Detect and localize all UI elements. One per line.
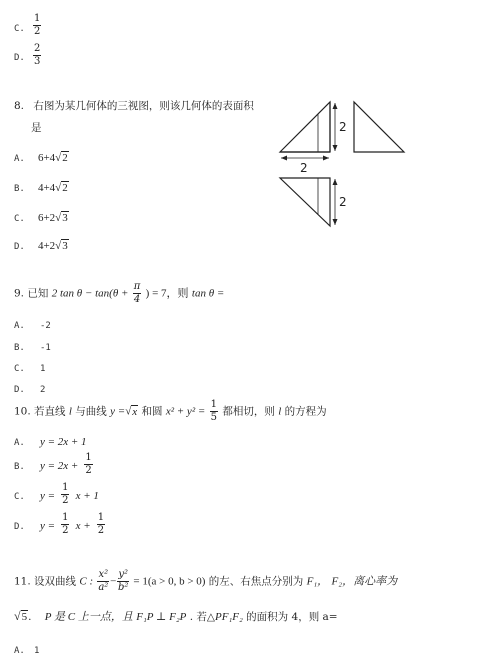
q9-option-c: C. 1 (14, 364, 46, 374)
q8-option-c: C. 6+2√3 (14, 212, 68, 224)
q8-option-a-label: A. (14, 154, 25, 164)
q8-option-d: D. 4+2√3 (14, 240, 68, 252)
q10-number: 10. (14, 405, 31, 418)
q9-expr-a: 2 tan θ − tan(θ + (51, 287, 129, 300)
q9-stem (14, 282, 224, 305)
q8-stem-line1 (14, 98, 254, 113)
dimension-arrow-vertical-lower (333, 179, 338, 225)
q11-option-a: A. 1 (14, 646, 40, 656)
q8-option-b-radicand: 2 (62, 182, 68, 194)
q11-stem-line2: √5. P 是 C 上一点，且 F₁P ⊥ F₂P . 若△PF₁F₂ 的面积为 4，则 a= (14, 609, 338, 623)
q8-option-a-radicand: 2 (62, 152, 68, 164)
q9-number: 9. (14, 287, 25, 300)
dimension-arrow-horizontal (281, 156, 329, 161)
front-view-triangle (280, 102, 330, 152)
q11-number: 11. (14, 575, 31, 588)
q10-option-d: D. y = $\frac{1}{2}$ x + $\frac{1}{2}$ (14, 512, 105, 536)
q7-option-d-label: D. (14, 53, 25, 63)
q10-radius-fraction: $\frac{1}{5}$ (210, 399, 218, 423)
side-view-triangle (354, 102, 404, 152)
q9-option-d: D. 2 (14, 385, 46, 395)
q9-expr-c: tan θ = (191, 287, 225, 300)
dimension-arrow-vertical-top (333, 103, 338, 151)
q7-option-c-fraction: $\frac{1}{2}$ (34, 13, 41, 37)
q8-option-b: B. 4+4√2 (14, 182, 68, 194)
q8-three-view-figure (276, 100, 476, 230)
q9-option-b: B. -1 (14, 343, 51, 353)
q7-option-d-fraction: $\frac{2}{3}$ (34, 43, 41, 67)
q8-option-a-lead: 6+4 (37, 152, 56, 164)
q8-text-line1: 右图为某几何体的三视图，则该几何体的表面积 (33, 100, 254, 112)
dim-label-lower: 2 (339, 195, 347, 209)
q8-option-c-radicand: 3 (62, 212, 68, 224)
q9-expr-b: ) = 7，则 (145, 287, 189, 300)
q10-option-b: B. y = 2x + $\frac{1}{2}$ (14, 452, 92, 476)
top-view-triangle (280, 178, 330, 226)
q9-option-a: A. -2 (14, 321, 51, 331)
q8-option-d-label: D. (14, 242, 25, 252)
q8-option-b-lead: 4+4 (37, 182, 56, 194)
q8-option-d-lead: 4+2 (37, 240, 56, 252)
q8-option-d-radicand: 3 (62, 240, 68, 252)
dim-label-bottom: 2 (300, 161, 308, 175)
q10-option-c: C. y = $\frac{1}{2}$ x + 1 (14, 482, 99, 506)
q8-number: 8. (14, 100, 25, 112)
q10-var-l: l (68, 405, 72, 418)
q8-text-line2: 是 (31, 122, 42, 134)
q9-pi-fraction: $\frac{\pi}{4}$ (133, 281, 141, 305)
q8-option-b-label: B. (14, 184, 25, 194)
q10-stem: 10. 若直线 l 与曲线 y =√x 和圆 x² + y² = $\frac{1}{5}$ 都相切，则 l 的方程为 (14, 399, 327, 423)
q8-option-c-lead: 6+2 (37, 212, 56, 224)
q11-stem-line1: 11. 设双曲线 C : $\frac{\text{x²}}{\text{a²}}$ − $\frac{\text{y²}}{\text{b²}}$ = 1(a > 0, b > 0) 的左、右焦点分别为 F₁， F₂，离心率为 (14, 569, 398, 593)
q10-option-a: A. y = 2x + 1 (14, 436, 87, 448)
q8-option-a: A. 6+4√2 (14, 152, 68, 164)
dim-label-top-right: 2 (339, 120, 347, 134)
q7-option-c-label: C. (14, 24, 25, 34)
q8-option-c-label: C. (14, 214, 25, 224)
q9-text-pre: 已知 (27, 287, 49, 300)
